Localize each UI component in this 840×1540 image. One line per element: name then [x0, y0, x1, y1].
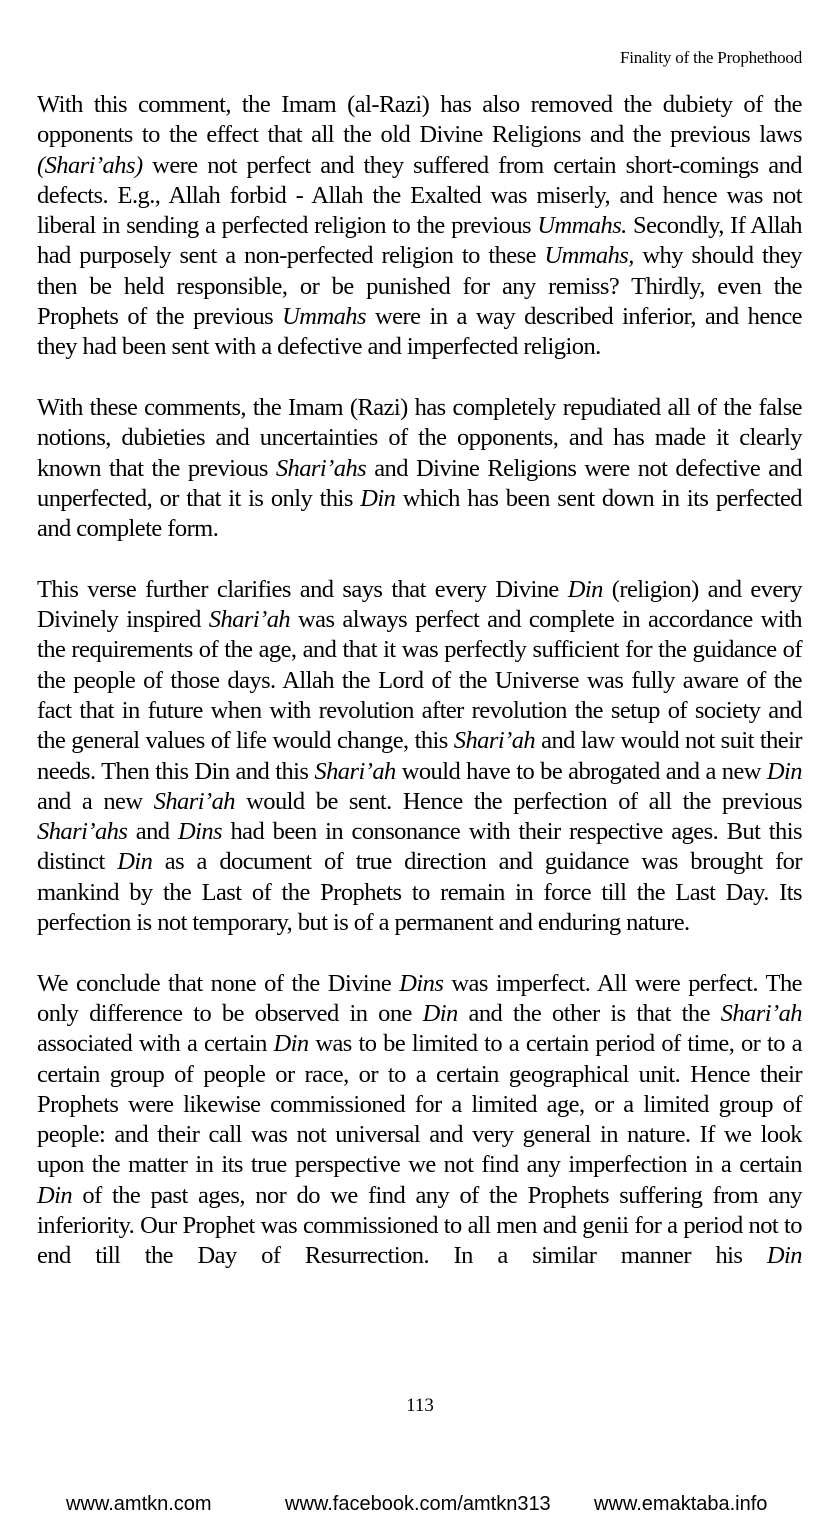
text-run: This verse further clarifies and says that every Divine	[37, 575, 568, 603]
text-run: would be sent. Hence the perfection of all the previous	[234, 787, 802, 815]
italic-term: Shari’ah	[720, 999, 802, 1027]
italic-term: Shari’ah	[208, 606, 291, 634]
text-run: We conclude that none of the Divine	[37, 969, 400, 997]
text-run: associated with a certain	[37, 1030, 274, 1058]
text-run: which has been sent down in its perfected and complete form.	[37, 484, 802, 543]
paragraph-2	[37, 393, 802, 544]
italic-term: Din	[422, 999, 458, 1027]
text-run: would have to be abrogated and a new	[395, 757, 767, 785]
paragraph-3	[37, 575, 802, 939]
paragraph-1	[37, 90, 802, 363]
text-run: and	[127, 818, 178, 846]
text-run: as a document of true direction and guidance was brought for mankind by the Last of the Prophets to remain in force till the Last Day. Its perfection is not temporary, but is of a permanent and enduring nature.	[37, 848, 802, 937]
body-text	[37, 90, 802, 1272]
text-run: were not perfect and they suffered from certain short-comings and defects. E.g., Allah forbid - Allah the Exalted was miserly, and hence was not liberal in sending a perfected religion to the previous	[37, 151, 802, 240]
text-run: Secondly, If Allah had purposely sent a non-perfected religion to these	[37, 212, 802, 270]
text-run: why should they then be held responsible, or be punished for any remiss? Thirdly, even the Prophets of the previous	[37, 242, 802, 331]
text-run: and the other is that the	[457, 999, 721, 1027]
italic-term: Shari’ah	[153, 787, 235, 815]
text-run: (religion) and every Divinely inspired	[37, 575, 802, 634]
running-header: Finality of the Prophethood	[619, 48, 802, 67]
footer-link-amtkn[interactable]: www.amtkn.com	[66, 1493, 212, 1515]
page-number: 113	[406, 1395, 434, 1416]
italic-term: Din	[766, 757, 802, 785]
italic-term: Din	[273, 1030, 309, 1058]
italic-term: Din	[117, 848, 153, 876]
text-run: and Divine Religions were not defective and unperfected, or that it is only this	[37, 454, 802, 512]
text-run: was imperfect. All were perfect. The only difference to be observed in one	[37, 969, 802, 1027]
italic-term: Ummahs.	[537, 212, 627, 240]
italic-term: Dins	[399, 969, 444, 997]
text-run: was to be limited to a certain period of time, or to a certain group of people or race, or to a certain geographical unit. Hence their Prophets were likewise commissioned for a limited age, or a limited group of people: and their call was not universal and very general in nature. If we look upon the matter in its true perspective we not find any imperfection in a certain	[37, 1030, 802, 1179]
text-run: and law would not suit their needs. Then this Din and this	[37, 727, 802, 785]
italic-term: Shari’ahs	[37, 818, 128, 846]
italic-term: Din	[37, 1181, 73, 1209]
text-run: With this comment, the Imam (al-Razi) has also removed the dubiety of the opponents to the effect that all the old Divine Religions and the previous laws	[37, 91, 802, 149]
italic-term: Dins	[177, 818, 223, 846]
italic-term: Shari’ah	[314, 757, 396, 785]
italic-term: Din	[766, 1242, 802, 1270]
paragraph-4	[37, 969, 802, 1272]
italic-term: Din	[360, 484, 396, 512]
text-run: With these comments, the Imam (Razi) has completely repudiated all of the false notions, dubieties and uncertainties of the opponents, and has made it clearly known that the previous	[37, 393, 802, 482]
footer-link-emaktaba[interactable]: www.emaktaba.info	[594, 1493, 768, 1515]
text-run: had been in consonance with their respective ages. But this distinct	[37, 818, 802, 876]
italic-term: Shari’ah	[453, 727, 536, 755]
italic-term: Din	[567, 575, 603, 603]
italic-term: Ummahs	[282, 303, 366, 331]
text-run: was always perfect and complete in accordance with the requirements of the age, and that it was perfectly sufficient for the guidance of the people of those days. Allah the Lord of the Universe was fully aware of the fact that in future when with revolution after revolution the setup of society and the general values of life would change, this	[37, 606, 802, 755]
text-run: were in a way described inferior, and hence they had been sent with a defective and imperfected religion.	[37, 303, 802, 361]
text-run: of the past ages, nor do we find any of the Prophets suffering from any inferiority. Our Prophet was commissioned to all men and genii for a period not to end till the Day of Resurrection. In a similar manner his	[37, 1181, 802, 1270]
text-run: and a new	[37, 787, 154, 815]
footer-link-facebook[interactable]: www.facebook.com/amtkn313	[285, 1493, 551, 1515]
italic-term: Ummahs,	[544, 242, 634, 270]
italic-term: Shari’ahs	[275, 454, 367, 482]
italic-term: (Shari’ahs)	[37, 151, 143, 179]
